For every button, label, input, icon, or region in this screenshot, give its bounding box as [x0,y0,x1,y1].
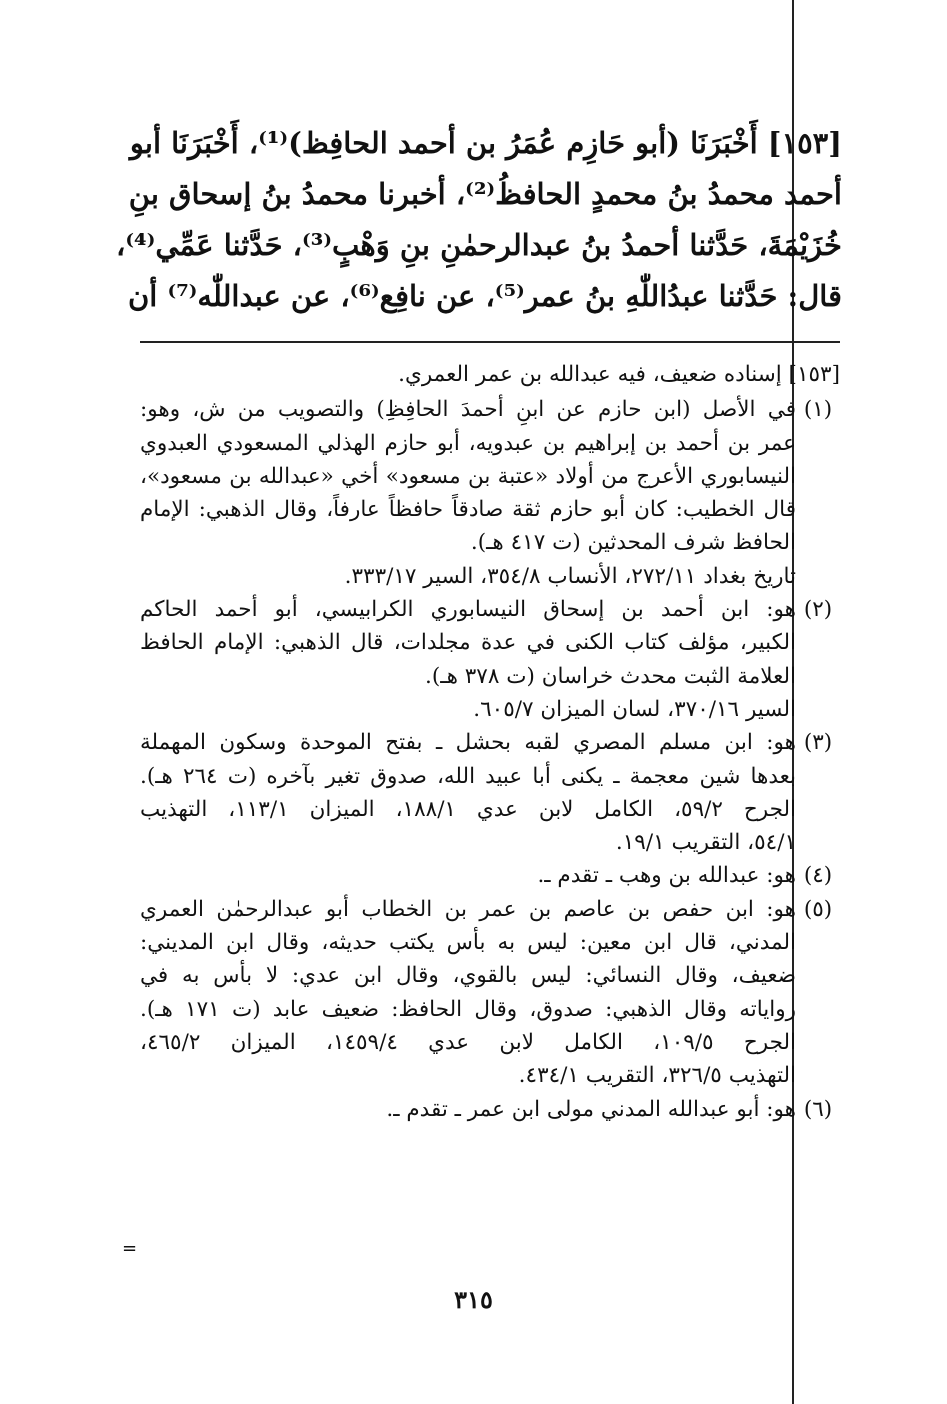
footnote-line: التهذيب ٣٢٦/٥، التقريب ٤٣٤/١. [518,1063,796,1089]
footnotes-section [140,358,840,1126]
footnote-line: عمر بن أحمد بن إبراهيم بن عبدويه، أبو حازم الهذلي المسعودي العبدوي [140,430,796,456]
footnote-line: السير ٣٧٠/١٦، لسان الميزان ٦٠٥/٧. [473,696,796,722]
footnote-line: الحافظ شرف المحدثين (ت ٤١٧ هـ). [470,530,796,556]
footnote-line: العلامة الثبت محدث خراسان (ت ٣٧٨ هـ). [425,663,796,689]
footnote-body [140,593,796,726]
footnote-number: (٤) [803,863,833,889]
footnote-line: هو: ابن أحمد بن إسحاق النيسابوري الكرابيسي، أبو أحمد الحاكم [140,597,796,623]
footnote-3 [140,726,840,859]
footnote-6 [140,1093,840,1126]
footnote-number: (٥) [803,896,833,922]
footnote-line: ٥٤/١، التقريب ١٩/١. [615,830,796,856]
footnote-4 [140,859,840,892]
footnote-body [140,1093,796,1126]
footnote-line: المدني، قال ابن معين: ليس به بأس يكتب حديثه، وقال ابن المديني: [140,930,796,956]
footnote-body [140,893,796,1093]
footnote-line: في الأصل (ابن حازم عن ابنِ أحمدَ الحافِظِ) والتصويب من ش، وهو: [140,397,796,423]
footnote-line: هو: ابن حفص بن عاصم بن عمر بن الخطاب أبو عبدالرحمٰن العمري [140,896,796,922]
footnote-number: (٢) [803,597,833,623]
footnote-number: (٦) [803,1096,833,1122]
footnote-line: بعدها شين معجمة ـ يكنى أبا عبيد الله، صدوق تغير بآخره (ت ٢٦٤ هـ). [140,763,796,789]
footnote-intro: [١٥٣] إسناده ضعيف، فيه عبدالله بن عمر العمري. [398,362,840,387]
footnote-body [140,726,796,859]
footnote-line: النيسابوري الأعرج من أولاد «عتبة بن مسعود» أخي «عبدالله بن مسعود»، [140,463,796,489]
hadith-main-text [116,118,842,322]
continuation-mark: = [122,1238,138,1259]
footnote-1 [140,393,840,593]
footnote-5 [140,893,840,1093]
footnote-line: الكبير، مؤلف كتاب الكنى في عدة مجلدات، قال الذهبي: الإمام الحافظ [140,630,796,656]
footnote-line: قال الخطيب: كان أبو حازم ثقة صادقاً حافظاً عارفاً، وقال الذهبي: الإمام [140,497,796,523]
footnote-body [140,393,796,593]
footnote-separator [140,341,840,343]
footnote-line: تاريخ بغداد ٢٧٢/١١، الأنساب ٣٥٤/٨، السير ٣٣٣/١٧. [344,563,796,589]
footnote-number: (١) [803,397,833,423]
main-text-line: أحمد محمدُ بنُ محمدٍ الحافظُ⁽²⁾، أخبرنا محمدُ بنُ إسحاق بنِ [128,177,842,211]
main-text-line: قال: حَدَّثنا عبدُاللّٰهِ بنُ عمر⁽⁵⁾، عن نافِع⁽⁶⁾، عن عبداللّٰه⁽⁷⁾ أن [128,279,842,313]
footnote-line: هو: ابن مسلم المصري لقبه بحشل ـ بفتح الموحدة وسكون المهملة [140,730,796,756]
footnote-line: رواياته وقال الذهبي: صدوق، وقال الحافظ: ضعيف عابد (ت ١٧١ هـ). [140,996,796,1022]
footnote-line: ضعيف، وقال النسائي: ليس بالقوي، وقال ابن عدي: لا بأس به في [140,963,796,989]
page-number: ٣١٥ [454,1285,493,1314]
footnote-line: الجرح ١٠٩/٥، الكامل لابن عدي ١٤٥٩/٤، الميزان ٤٦٥/٢، [140,1029,796,1055]
footnote-2 [140,593,840,726]
main-text-line: [١٥٣] أَخْبَرَنَا (أبو حَازِم عُمَرُ بن أحمد الحافِظ)⁽¹⁾، أَخْبَرَنَا أبو [129,126,842,160]
footnote-number: (٣) [803,730,833,756]
footnote-line: هو: أبو عبدالله المدني مولى ابن عمر ـ تقدم ـ. [386,1096,796,1122]
main-text-line: خُزَيْمَةَ، حَدَّثنا أحمدُ بنُ عبدالرحمٰنِ بنِ وَهْبٍ⁽³⁾، حَدَّثنا عَمِّي⁽⁴⁾، [116,228,842,262]
footnote-body [140,859,796,892]
footnote-line: الجرح ٥٩/٢، الكامل لابن عدي ١٨٨/١، الميزان ١١٣/١، التهذيب [140,796,796,822]
footnote-line: هو: عبدالله بن وهب ـ تقدم ـ. [537,863,796,889]
